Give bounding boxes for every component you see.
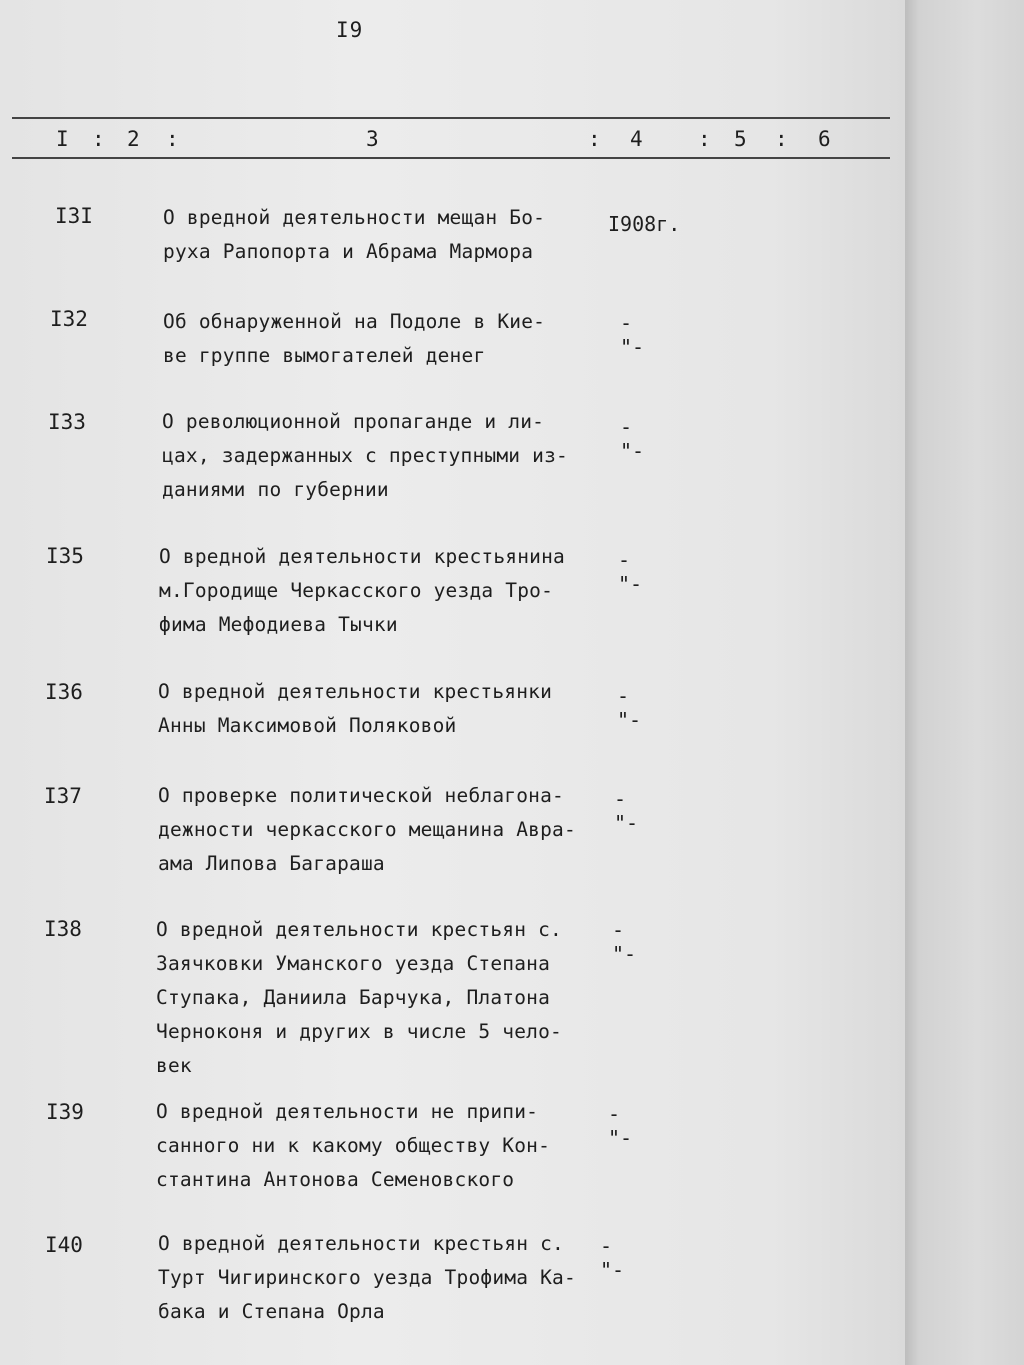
entry-title: О революционной пропаганде и ли- цах, задержанных с преступными из- даниями по губернии: [162, 410, 568, 501]
entry-number: I40: [45, 1233, 83, 1257]
header-rule-top: [12, 117, 890, 119]
entry-title: Об обнаруженной на Подоле в Кие- ве группе вымогателей денег: [163, 310, 546, 367]
entry-date: -"-: [612, 918, 637, 966]
entry-title: О проверке политической неблагона- дежности черкасского мещанина Авра- ама Липова Багараша: [158, 784, 576, 875]
entry-title: О вредной деятельности не припи- санного ни к какому обществу Кон- стантина Антонова Семеновского: [156, 1100, 551, 1191]
column-separator: :: [588, 127, 601, 151]
column-header-1: I: [56, 127, 69, 151]
column-separator: :: [775, 127, 788, 151]
column-separator: :: [698, 127, 711, 151]
page-edge-shadow: [905, 0, 1024, 1365]
column-separator: :: [92, 127, 105, 151]
entry-date: I908г.: [608, 212, 681, 236]
entry-date: -"-: [608, 1102, 633, 1150]
entry-number: I35: [46, 544, 84, 568]
entry-number: I37: [44, 784, 82, 808]
entry-title: О вредной деятельности мещан Бо- руха Рапопорта и Абрама Мармора: [163, 206, 546, 263]
column-header-4: 4: [630, 127, 643, 151]
column-header-2: 2: [127, 127, 140, 151]
entry-number: I33: [48, 410, 86, 434]
entry-date: -"-: [620, 415, 645, 463]
entry-date: -"-: [617, 684, 642, 732]
entry-date: -"-: [618, 548, 643, 596]
header-rule-bottom: [12, 157, 890, 159]
column-header-3: 3: [366, 127, 379, 151]
entry-number: I32: [50, 307, 88, 331]
entry-number: I39: [46, 1100, 84, 1124]
entry-date: -"-: [620, 311, 645, 359]
entry-title: О вредной деятельности крестьянки Анны Максимовой Поляковой: [158, 680, 553, 737]
entry-date: -"-: [600, 1234, 625, 1282]
page-number: I9: [336, 18, 364, 42]
entry-title: О вредной деятельности крестьян с. Заячковки Уманского уезда Степана Ступака, Даниила Барчука, Платона Черноконя и других в числе 5 чело- век: [156, 918, 562, 1077]
entry-number: I36: [45, 680, 83, 704]
column-separator: :: [166, 127, 179, 151]
entry-number: I38: [44, 917, 82, 941]
entry-title: О вредной деятельности крестьянина м.Городище Черкасского уезда Тро- фима Мефодиева Тычки: [159, 545, 565, 636]
entry-title: О вредной деятельности крестьян с. Турт Чигиринского уезда Трофима Ка- бака и Степана Орла: [158, 1232, 576, 1323]
entry-number: I3I: [55, 204, 93, 228]
entry-date: -"-: [614, 787, 639, 835]
column-header-6: 6: [818, 127, 831, 151]
column-header-5: 5: [734, 127, 747, 151]
